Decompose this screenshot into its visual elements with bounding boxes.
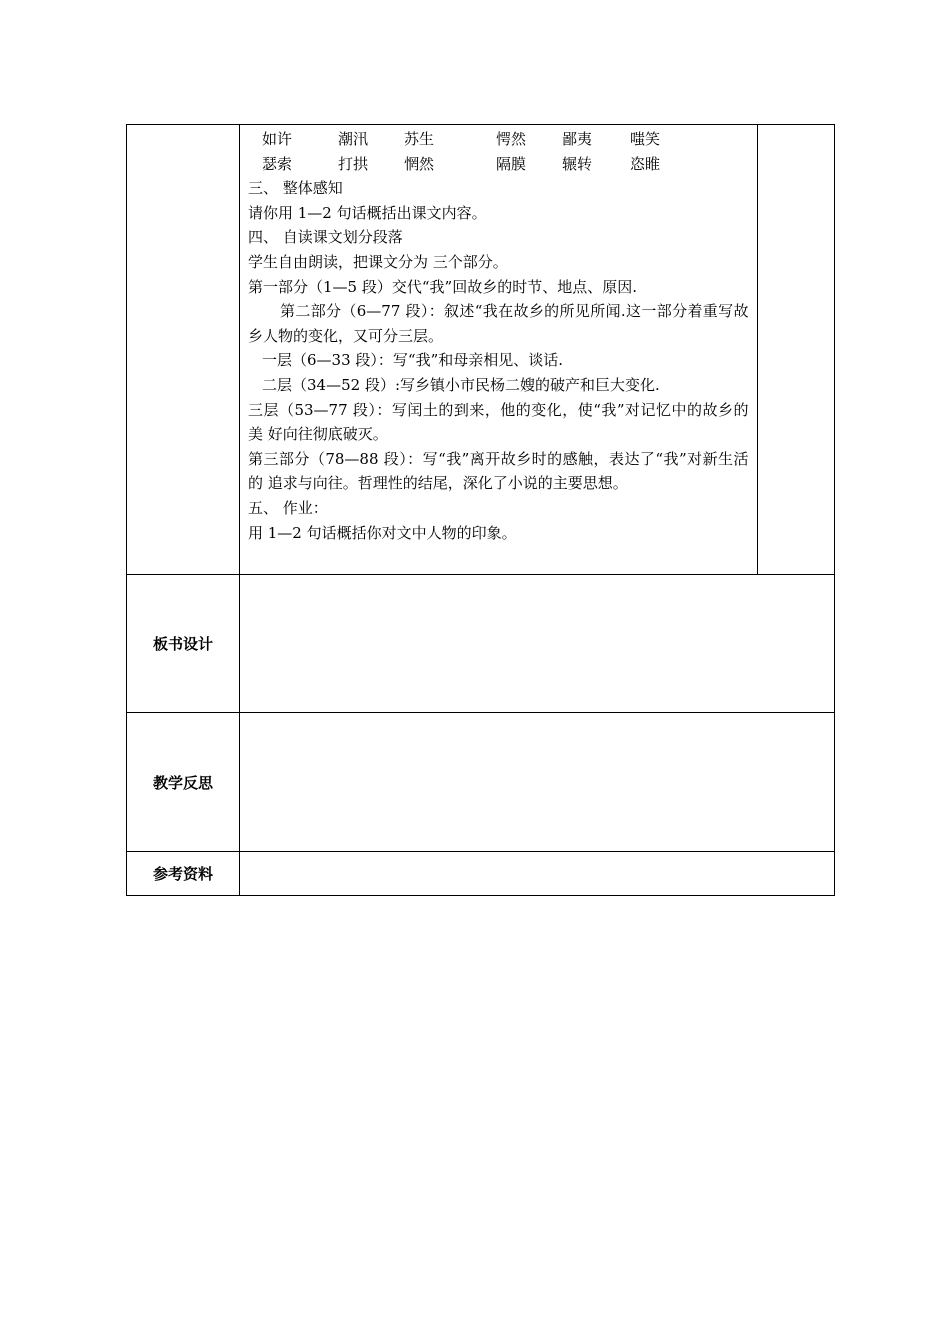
vocab-word: 打拱 (338, 154, 369, 173)
layer-3: 三层（53—77 段）：写闰土的到来，他的变化，使“我”对记忆中的故乡的美 好向往彻底破灭。 (248, 400, 749, 444)
part-3: 第三部分（78—88 段）：写“我”离开故乡时的感触，表达了“我”对新生活的 追求与向往。哲理性的结尾，深化了小说的主要思想。 (248, 449, 749, 493)
vocab-word: 如许 (262, 130, 293, 148)
section-4-title: 四、 自读课文划分段落 (248, 228, 403, 247)
teaching-reflection-label: 教学反思 (127, 713, 240, 852)
lesson-content (240, 125, 757, 574)
vocab-word: 辗转 (562, 154, 593, 173)
vocab-word: 隔膜 (496, 154, 527, 173)
section-5-body: 用 1—2 句话概括你对文中人物的印象。 (248, 523, 517, 542)
board-design-label: 板书设计 (127, 575, 240, 713)
vocab-word: 苏生 (404, 130, 435, 148)
vocab-word: 嗤笑 (630, 130, 661, 148)
section-5-title: 五、 作业： (248, 498, 328, 517)
vocab-word: 惘然 (404, 154, 435, 173)
vocab-word: 鄙夷 (562, 130, 593, 148)
part-2: 第二部分（6—77 段）：叙述“我在故乡的所见所闻.这一部分着重写故乡人物的变化，又可分三层。 (248, 302, 749, 345)
references-cell (240, 852, 835, 896)
layer-2: 二层（34—52 段）:写乡镇小市民杨二嫂的破产和巨大变化. (262, 375, 660, 394)
board-design-cell (240, 575, 835, 713)
vocab-word: 愕然 (496, 130, 527, 148)
lesson-plan-table (126, 124, 835, 896)
vocab-word: 潮汛 (338, 130, 369, 148)
vocab-row-2 (248, 152, 749, 177)
section-3-title: 三、 整体感知 (248, 179, 343, 198)
vocab-word: 瑟索 (262, 154, 293, 173)
layer-1: 一层（6—33 段）：写“我”和母亲相见、谈话. (262, 351, 564, 370)
part-1: 第一部分（1—5 段）交代“我”回故乡的时节、地点、原因. (248, 277, 637, 296)
section-3-body: 请你用 1—2 句话概括出课文内容。 (248, 203, 487, 222)
empty-left-cell (127, 125, 240, 575)
vocab-row-1 (248, 127, 749, 152)
section-4-body: 学生自由朗读，把课文分为 三个部分。 (248, 252, 508, 271)
vocab-word: 恣睢 (630, 154, 661, 173)
teaching-reflection-cell (240, 713, 835, 852)
empty-right-cell (757, 125, 835, 574)
content-cell (240, 125, 835, 575)
references-label: 参考资料 (127, 852, 240, 896)
